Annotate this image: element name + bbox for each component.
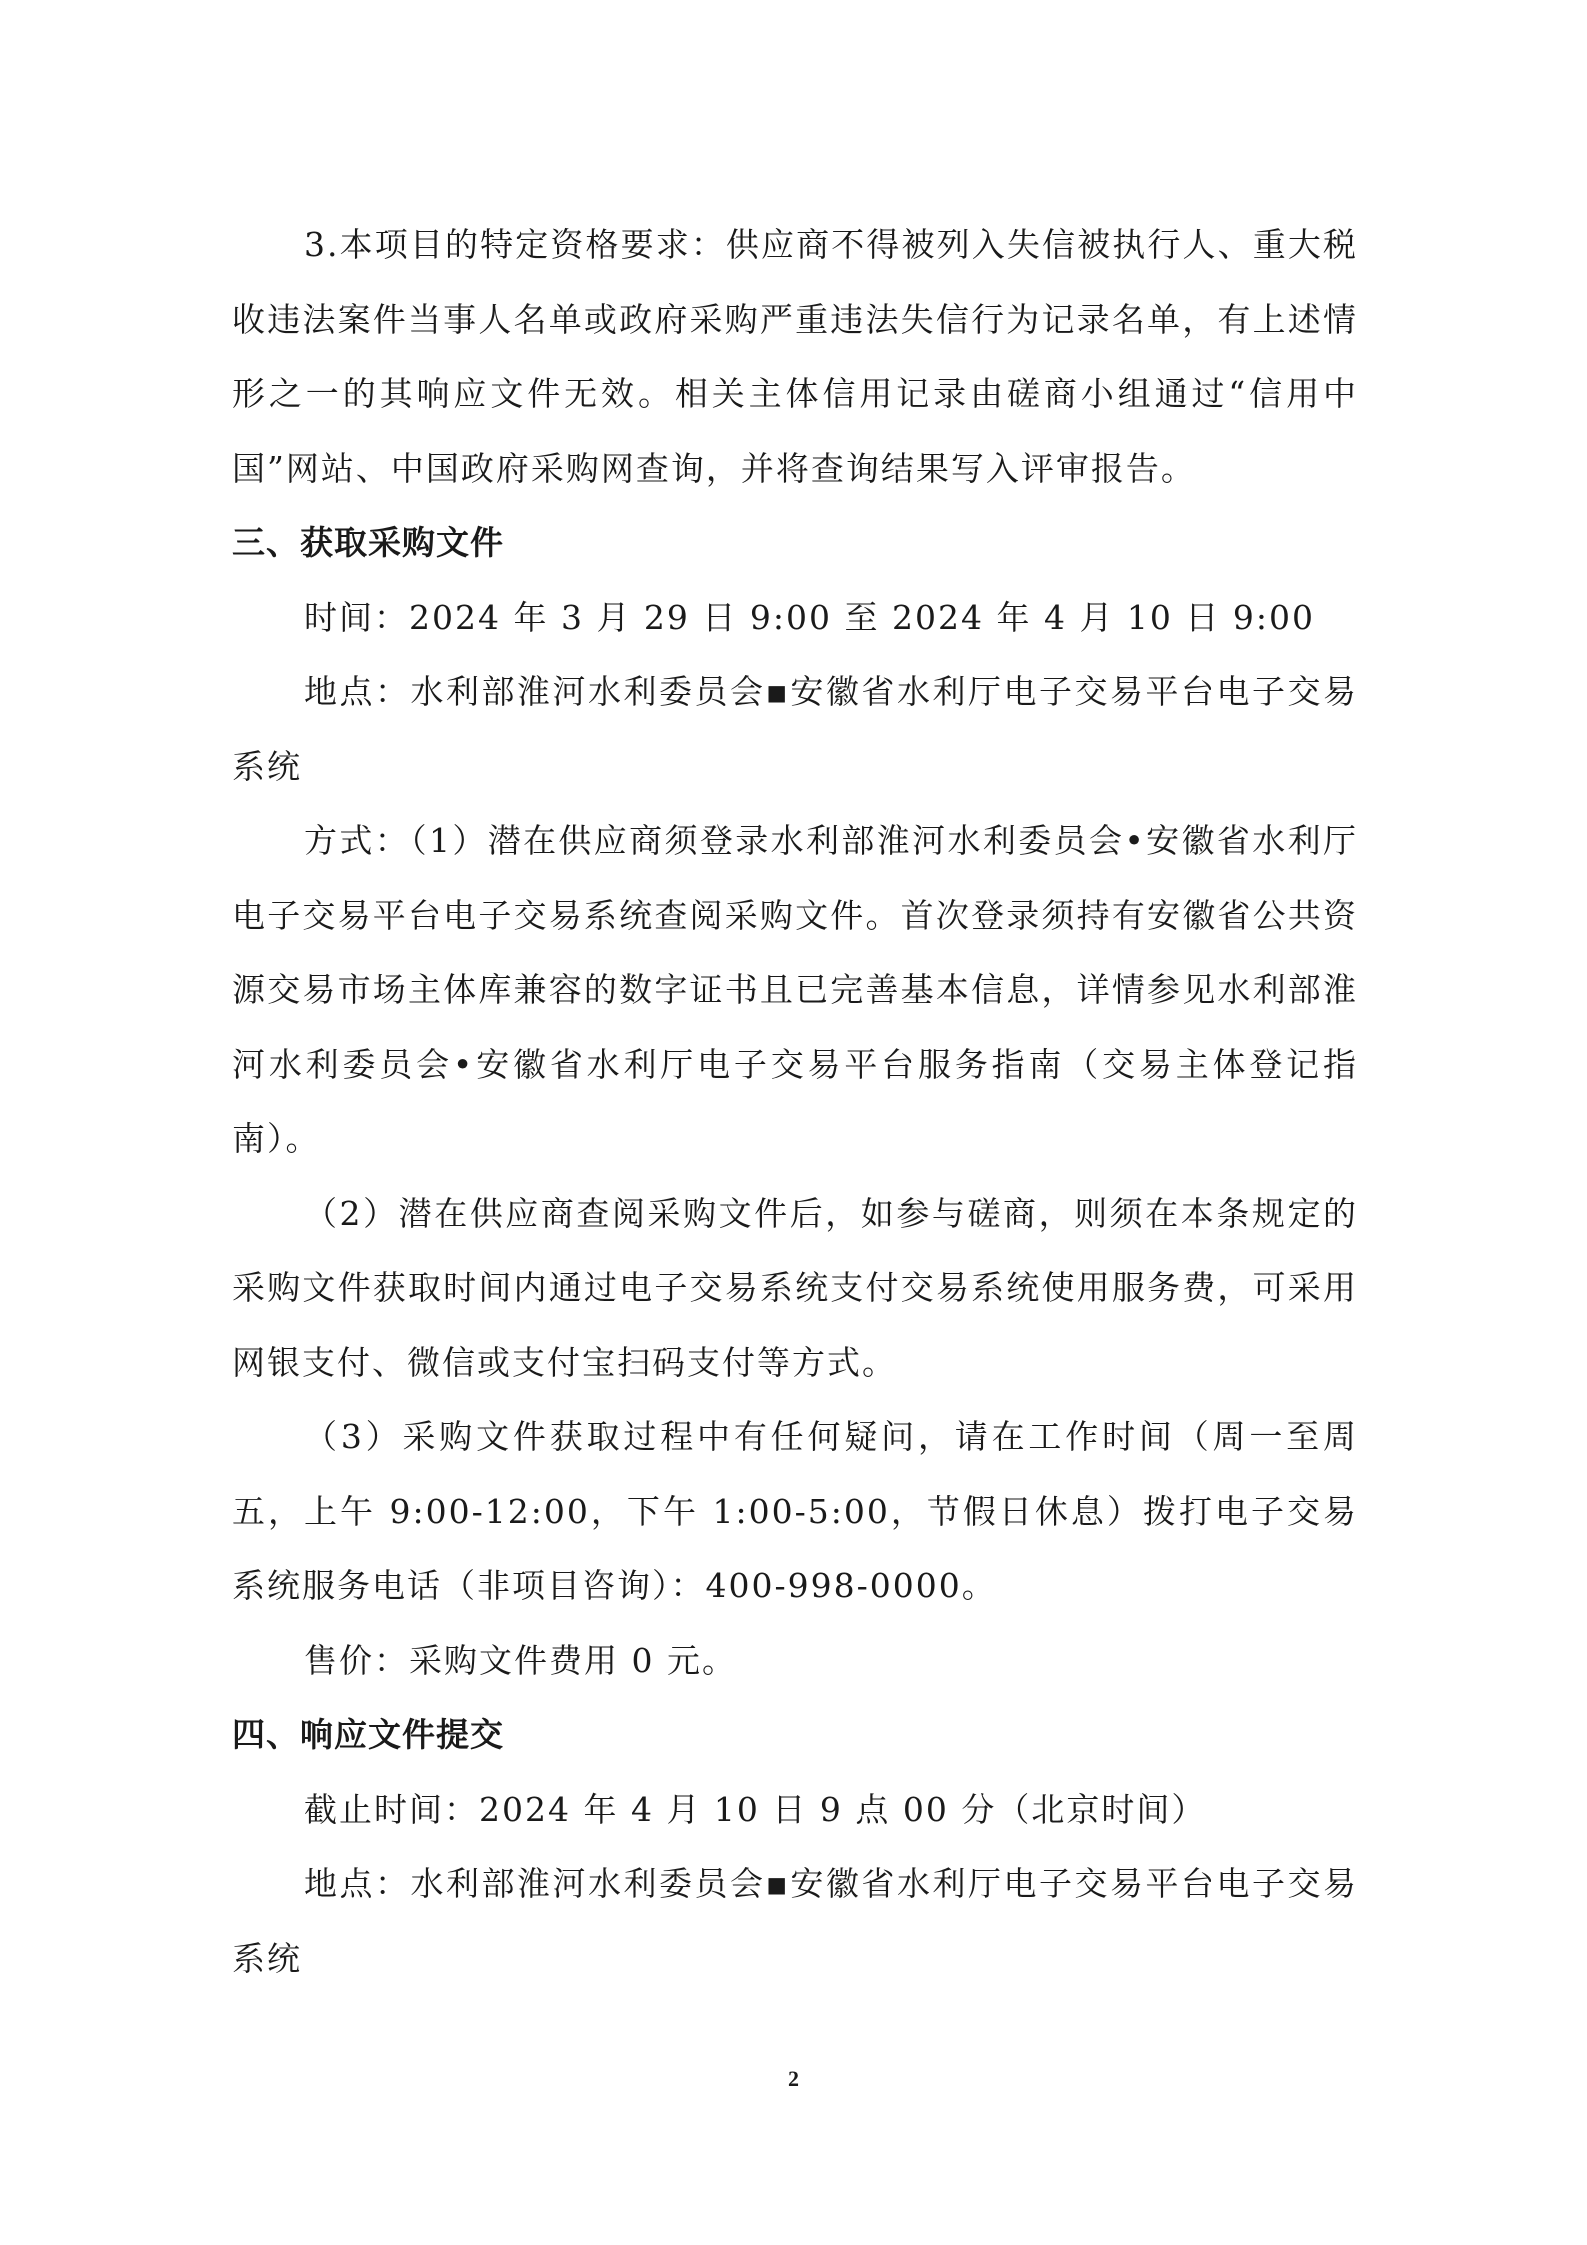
document-body bbox=[232, 208, 1358, 1996]
section-heading-obtain-procurement-documents: 三、获取采购文件 bbox=[232, 523, 504, 562]
paragraph-price: 售价：采购文件费用 0 元。 bbox=[304, 1640, 737, 1680]
page-number: 2 bbox=[788, 2066, 799, 2091]
paragraph-time: 时间：2024 年 3 月 29 日 9:00 至 2024 年 4 月 10 日 9:00 bbox=[304, 597, 1316, 637]
paragraph-method-1: 方式：（1）潜在供应商须登录水利部淮河水利委员会•安徽省水利厅电子交易平台电子交易系统查阅采购文件。首次登录须持有安徽省公共资源交易市场主体库兼容的数字证书且已完善基本信息，详情参见水利部淮河水利委员会•安徽省水利厅电子交易平台服务指南（交易主体登记指南）。 bbox=[232, 821, 1358, 1158]
paragraph-qualification-requirements: 3.本项目的特定资格要求：供应商不得被列入失信被执行人、重大税收违法案件当事人名单或政府采购严重违法失信行为记录名单，有上述情形之一的其响应文件无效。相关主体信用记录由磋商小组通过“信用中国”网站、中国政府采购网查询，并将查询结果写入评审报告。 bbox=[232, 225, 1358, 488]
paragraph-deadline: 截止时间：2024 年 4 月 10 日 9 点 00 分（北京时间） bbox=[304, 1789, 1207, 1829]
paragraph-method-2: （2）潜在供应商查阅采购文件后，如参与磋商，则须在本条规定的采购文件获取时间内通过电子交易系统支付交易系统使用服务费，可采用网银支付、微信或支付宝扫码支付等方式。 bbox=[232, 1193, 1358, 1382]
section-heading-response-submission: 四、响应文件提交 bbox=[232, 1715, 504, 1754]
paragraph-submission-location: 地点：水利部淮河水利委员会▪安徽省水利厅电子交易平台电子交易系统 bbox=[232, 1864, 1358, 1978]
paragraph-method-3: （3）采购文件获取过程中有任何疑问，请在工作时间（周一至周五，上午 9:00-12:00，下午 1:00-5:00，节假日休息）拨打电子交易系统服务电话（非项目咨询）：400-998-0000。 bbox=[232, 1417, 1358, 1605]
paragraph-location: 地点：水利部淮河水利委员会▪安徽省水利厅电子交易平台电子交易系统 bbox=[232, 672, 1358, 786]
